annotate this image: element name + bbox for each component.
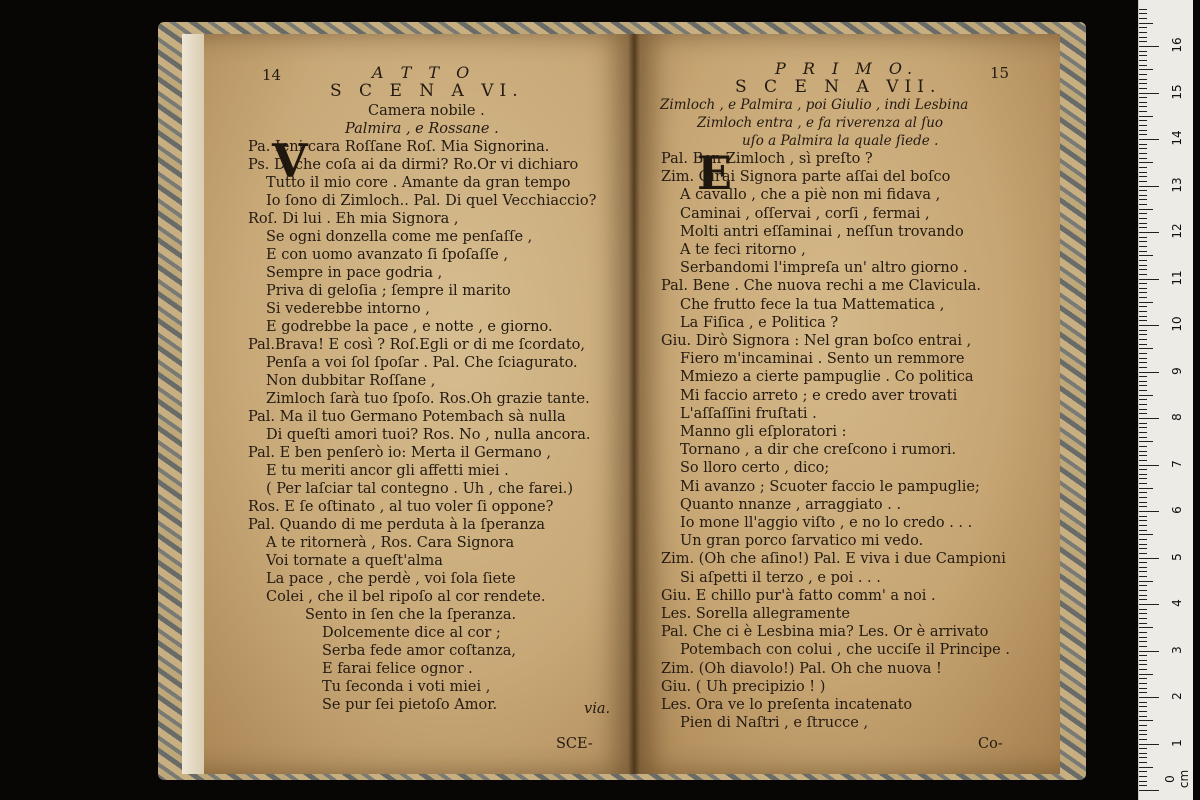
ruler-tick: [1139, 562, 1147, 563]
ruler-tick: [1139, 697, 1159, 698]
ruler-tick: [1139, 204, 1147, 205]
ruler-number: 15: [1170, 83, 1184, 100]
ruler-tick: [1139, 641, 1147, 642]
ruler-tick: [1139, 623, 1147, 624]
ruler-tick: [1139, 13, 1147, 14]
ruler-number: 3: [1170, 645, 1184, 654]
ruler-tick: [1139, 730, 1147, 731]
left-text-line: Sempre in pace godria ,: [266, 265, 443, 281]
ruler-tick: [1139, 237, 1147, 238]
ruler-tick: [1139, 767, 1153, 768]
ruler-tick: [1139, 23, 1153, 24]
ruler-tick: [1139, 530, 1147, 531]
left-text-line: Tu ſeconda i voti miei ,: [322, 679, 491, 695]
left-text-line: Pal.Brava! E così ? Roſ.Egli or di me ſcordato,: [248, 337, 585, 353]
ruler-tick: [1139, 306, 1147, 307]
left-text-line: A te ritornerà , Ros. Cara Signora: [266, 535, 515, 551]
ruler-tick: [1139, 265, 1147, 266]
left-text-line: Pa. Ieni cara Roſſane Roſ. Mia Signorina.: [248, 139, 550, 155]
right-text-line: Les. Sorella allegramente: [661, 606, 851, 622]
ruler-tick: [1139, 678, 1147, 679]
ruler-tick: [1139, 660, 1147, 661]
ruler-tick: [1139, 102, 1147, 103]
ruler-tick: [1139, 181, 1147, 182]
ruler-tick: [1139, 162, 1153, 163]
ruler-tick: [1139, 167, 1147, 168]
ruler-number: 7: [1170, 459, 1184, 468]
ruler-tick: [1139, 251, 1147, 252]
ruler-tick: [1139, 604, 1159, 605]
ruler-tick: [1139, 106, 1147, 107]
ruler-tick: [1139, 753, 1147, 754]
left-text-line: Voi tornate a queſt'alma: [266, 553, 443, 569]
ruler-tick: [1139, 525, 1147, 526]
ruler-tick: [1139, 130, 1147, 131]
ruler-tick: [1139, 427, 1147, 428]
right-running-head: P R I M O.: [775, 59, 919, 78]
ruler-tick: [1139, 288, 1147, 289]
left-text-line: Se pur ſei pietoſo Amor.: [322, 697, 498, 713]
ruler-tick: [1139, 757, 1147, 758]
ruler-tick: [1139, 390, 1147, 391]
ruler-tick: [1139, 186, 1159, 187]
ruler-number: 13: [1170, 176, 1184, 193]
left-text-line: E tu meriti ancor gli affetti miei .: [266, 463, 509, 479]
right-drop-cap: E: [697, 146, 733, 200]
ruler-tick: [1139, 441, 1153, 442]
ruler-tick: [1139, 148, 1147, 149]
ruler-tick: [1139, 646, 1147, 647]
ruler-tick: [1139, 571, 1147, 572]
ruler-tick: [1139, 279, 1159, 280]
ruler-tick: [1139, 385, 1147, 386]
ruler-tick: [1139, 664, 1147, 665]
ruler-tick: [1139, 790, 1159, 791]
ruler-tick: [1139, 316, 1147, 317]
right-text-line: Les. Ora ve lo preſenta incatenato: [661, 697, 913, 713]
ruler-tick: [1139, 776, 1147, 777]
ruler-tick: [1139, 553, 1147, 554]
ruler-tick: [1139, 609, 1147, 610]
ruler-tick: [1139, 469, 1147, 470]
ruler-tick: [1139, 83, 1147, 84]
ruler-tick: [1139, 460, 1147, 461]
ruler-tick: [1139, 325, 1159, 326]
ruler-tick: [1139, 632, 1147, 633]
ruler-tick: [1139, 548, 1147, 549]
ruler-tick: [1139, 51, 1147, 52]
ruler-tick: [1139, 74, 1147, 75]
ruler-tick: [1139, 418, 1159, 419]
ruler-tick: [1139, 158, 1147, 159]
ruler-tick: [1139, 320, 1147, 321]
ruler-tick: [1139, 599, 1147, 600]
ruler-tick: [1139, 706, 1147, 707]
right-text-line: Si aſpetti il terzo , e poi . . .: [680, 569, 881, 586]
right-catchword: Co-: [978, 736, 1003, 752]
ruler-tick: [1139, 195, 1147, 196]
ruler-tick: [1139, 590, 1147, 591]
ruler-tick: [1139, 451, 1147, 452]
ruler-tick: [1139, 367, 1147, 368]
left-drop-cap: V: [272, 134, 308, 188]
ruler-number: 14: [1170, 130, 1184, 146]
ruler-tick: [1139, 595, 1147, 596]
ruler-tick: [1139, 716, 1147, 717]
left-text-line: Colei , che il bel ripoſo al cor rendete.: [266, 589, 546, 605]
left-text-line: Se ogni donzella come me penſaſſe ,: [266, 229, 533, 245]
ruler-tick: [1139, 455, 1147, 456]
ruler-tick: [1139, 702, 1147, 703]
right-text-line: Pien di Naſtri , e ſtrucce ,: [680, 715, 869, 732]
ruler-tick: [1139, 437, 1147, 438]
left-text-line: Tutto il mio core . Amante da gran tempo: [266, 175, 571, 191]
left-setting: Camera nobile .: [368, 103, 485, 119]
ruler-tick: [1139, 32, 1147, 33]
ruler-tick: [1139, 302, 1153, 303]
ruler-tick: [1139, 79, 1147, 80]
left-running-head: A T T O: [372, 63, 476, 82]
ruler-tick: [1139, 292, 1147, 293]
ruler-tick: [1139, 60, 1147, 61]
right-text-line: Manno gli eſploratori :: [680, 424, 847, 440]
right-text-line: Mi avanzo ; Scuoter faccio le pampuglie;: [680, 478, 980, 495]
ruler-tick: [1139, 576, 1147, 577]
right-page-number: 15: [990, 64, 1010, 82]
left-text-line: E farai felice ognor .: [322, 661, 473, 677]
ruler-tick: [1139, 516, 1147, 517]
right-text-line: Giu. E chillo pur'à fatto comm' a noi .: [661, 587, 936, 604]
ruler-tick: [1139, 88, 1147, 89]
ruler-tick: [1139, 655, 1147, 656]
ruler-tick: [1139, 585, 1147, 586]
right-text-line: A cavallo , che a piè non mi fidava ,: [680, 187, 941, 204]
ruler-tick: [1139, 255, 1153, 256]
ruler-tick: [1139, 781, 1147, 782]
ruler-tick: [1139, 771, 1147, 772]
ruler-tick: [1139, 134, 1147, 135]
left-text-line: Pal. E ben penſerò io: Merta il Germano ,: [248, 445, 551, 461]
left-text-line: Pal. Ma il tuo Germano Potembach sà nulla: [248, 409, 566, 425]
ruler-tick: [1139, 558, 1159, 559]
ruler-tick: [1139, 144, 1147, 145]
ruler-tick: [1139, 409, 1147, 410]
ruler-tick: [1139, 534, 1153, 535]
ruler-tick: [1139, 688, 1147, 689]
ruler-tick: [1139, 311, 1147, 312]
ruler-tick: [1139, 274, 1147, 275]
ruler-tick: [1139, 446, 1147, 447]
ruler-tick: [1139, 581, 1153, 582]
ruler-tick: [1139, 69, 1153, 70]
ruler-tick: [1139, 483, 1147, 484]
ruler-tick: [1139, 651, 1159, 652]
ruler-tick: [1139, 488, 1153, 489]
measurement-ruler: [1138, 0, 1193, 800]
ruler-number: 1: [1170, 738, 1184, 747]
ruler-tick: [1139, 97, 1147, 98]
left-text-line: Ros. E ſe oſtinato , al tuo voler ſi oppone?: [248, 499, 554, 515]
left-text-line: Pal. Quando di me perduta à la ſperanza: [248, 517, 545, 533]
ruler-tick: [1139, 18, 1147, 19]
ruler-tick: [1139, 93, 1159, 94]
ruler-number: 5: [1170, 552, 1184, 561]
ruler-tick: [1139, 627, 1153, 628]
ruler-tick: [1139, 283, 1147, 284]
ruler-tick: [1139, 674, 1153, 675]
ruler-number: 11: [1170, 269, 1184, 286]
right-text-line: Serbandomi l'impreſa un' altro giorno .: [680, 260, 968, 277]
left-characters: Palmira , e Rossane .: [345, 121, 499, 137]
ruler-tick: [1139, 381, 1147, 382]
right-text-line: Quanto nnanze , arraggiato . .: [680, 496, 902, 513]
ruler-tick: [1139, 330, 1147, 331]
ruler-tick: [1139, 539, 1147, 540]
left-text-line: Si vederebbe intorno ,: [266, 301, 430, 317]
ruler-tick: [1139, 497, 1147, 498]
ruler-tick: [1139, 362, 1147, 363]
ruler-unit-label: 0 cm: [1163, 769, 1191, 789]
ruler-tick: [1139, 111, 1147, 112]
left-text-line: E godrebbe la pace , e notte , e giorno.: [266, 319, 553, 335]
ruler-tick: [1139, 423, 1147, 424]
ruler-tick: [1139, 9, 1147, 10]
ruler-tick: [1139, 139, 1159, 140]
ruler-tick: [1139, 478, 1147, 479]
ruler-tick: [1139, 116, 1153, 117]
ruler-number: 4: [1170, 599, 1184, 607]
ruler-tick: [1139, 339, 1147, 340]
ruler-tick: [1139, 734, 1147, 735]
ruler-tick: [1139, 395, 1153, 396]
left-text-line: Priva di geloſia ; ſempre il marito: [266, 283, 511, 299]
ruler-tick: [1139, 618, 1147, 619]
ruler-tick: [1139, 613, 1147, 614]
ruler-tick: [1139, 372, 1159, 373]
left-text-line: Ps. Dì,che coſa ai da dirmi? Ro.Or vi dichiaro: [248, 157, 579, 173]
right-text-line: Pal. Che ci è Lesbina mia? Les. Or è arrivato: [661, 624, 989, 641]
ruler-tick: [1139, 413, 1147, 414]
ruler-tick: [1139, 269, 1147, 270]
right-text-line: A te feci ritorno ,: [680, 242, 806, 258]
ruler-tick: [1139, 492, 1147, 493]
ruler-number: 6: [1170, 506, 1184, 514]
ruler-tick: [1139, 297, 1147, 298]
ruler-tick: [1139, 213, 1147, 214]
ruler-tick: [1139, 334, 1147, 335]
right-text-line: Giu. ( Uh precipizio ! ): [661, 678, 826, 695]
ruler-tick: [1139, 223, 1147, 224]
right-text-line: So lloro certo , dico;: [680, 460, 830, 477]
ruler-tick: [1139, 227, 1147, 228]
left-scene-heading: S C E N A VI.: [330, 81, 524, 101]
right-text-line: Io mone ll'aggio viſto , e no lo credo . . .: [680, 515, 973, 531]
ruler-tick: [1139, 465, 1159, 466]
ruler-tick: [1139, 190, 1147, 191]
ruler-tick: [1139, 120, 1147, 121]
ruler-tick: [1139, 739, 1147, 740]
right-text-line: Potembach con colui , che ucciſe il Principe .: [680, 642, 1010, 659]
ruler-tick: [1139, 762, 1147, 763]
ruler-tick: [1139, 785, 1147, 786]
left-text-line: ( Per laſciar tal contegno . Uh , che farei.): [266, 481, 574, 497]
ruler-tick: [1139, 246, 1147, 247]
right-text-line: Zim. (Oh che aſino!) Pal. E viva i due Campioni: [661, 551, 1006, 568]
ruler-tick: [1139, 41, 1147, 42]
ruler-tick: [1139, 209, 1153, 210]
left-text-line: Non dubbitar Roſſane ,: [266, 373, 436, 389]
ruler-tick: [1139, 711, 1147, 712]
ruler-tick: [1139, 511, 1159, 512]
right-text-line: La Fiſica , e Politica ?: [680, 314, 839, 331]
ruler-tick: [1139, 720, 1153, 721]
left-text-line: Io ſono di Zimloch.. Pal. Di quel Vecchiaccio?: [266, 193, 597, 209]
ruler-tick: [1139, 683, 1147, 684]
ruler-tick: [1139, 399, 1147, 400]
right-setting-line-3: uſo a Palmira la quale ſiede .: [742, 133, 939, 149]
ruler-tick: [1139, 241, 1147, 242]
left-text-line: La pace , che perdè , voi ſola ſiete: [266, 571, 516, 587]
left-catchword: SCE-: [556, 736, 593, 752]
ruler-tick: [1139, 404, 1147, 405]
ruler-tick: [1139, 176, 1147, 177]
ruler-tick: [1139, 669, 1147, 670]
ruler-number: 10: [1170, 316, 1184, 332]
right-text-line: Tornano , a dir che creſcono i rumori.: [680, 442, 957, 459]
right-text-line: Mmiezo a cierte pampuglie . Co politica: [680, 369, 974, 386]
ruler-tick: [1139, 172, 1147, 173]
ruler-tick: [1139, 432, 1147, 433]
right-text-line: Zim. (Oh diavolo!) Pal. Oh che nuova !: [661, 660, 942, 677]
left-text-line: Di queſti amori tuoi? Ros. No , nulla ancora.: [266, 427, 591, 443]
right-text-line: Caminai , oſſervai , corſi , fermai ,: [680, 205, 930, 222]
right-scene-heading: S C E N A VII.: [735, 77, 942, 97]
ruler-number: 16: [1170, 37, 1184, 53]
ruler-tick: [1139, 218, 1147, 219]
ruler-tick: [1139, 358, 1147, 359]
right-text-line: Mi faccio arreto ; e credo aver trovati: [680, 387, 958, 404]
ruler-tick: [1139, 520, 1147, 521]
right-text-line: Molti antri eſſaminai , neſſun trovando: [680, 223, 964, 240]
ruler-tick: [1139, 567, 1147, 568]
ruler-tick: [1139, 27, 1147, 28]
ruler-tick: [1139, 502, 1147, 503]
left-text-line: Roſ. Di lui . Eh mia Signora ,: [248, 211, 459, 227]
right-text-line: Pal. Ben Zimloch , sì preſto ?: [661, 151, 873, 167]
ruler-tick: [1139, 748, 1147, 749]
ruler-tick: [1139, 125, 1147, 126]
ruler-tick: [1139, 65, 1147, 66]
ruler-tick: [1139, 376, 1147, 377]
ruler-tick: [1139, 199, 1147, 200]
right-text-line: Che frutto fece la tua Mattematica ,: [680, 296, 945, 313]
ruler-tick: [1139, 544, 1147, 545]
ruler-tick: [1139, 506, 1147, 507]
ruler-number: 8: [1170, 413, 1184, 421]
ruler-tick: [1139, 744, 1159, 745]
ruler-tick: [1139, 37, 1147, 38]
ruler-tick: [1139, 692, 1147, 693]
ruler-tick: [1139, 260, 1147, 261]
ruler-tick: [1139, 348, 1153, 349]
ruler-number: 9: [1170, 366, 1184, 375]
right-text-line: Zim. Girai Signora parte aſſai del boſco: [661, 169, 951, 186]
right-text-line: Giu. Dirò Signora : Nel gran boſco entrai ,: [661, 333, 972, 349]
right-text-line: L'aſſaſſini fruſtati .: [680, 405, 817, 422]
ruler-tick: [1139, 55, 1147, 56]
right-text-line: Pal. Bene . Che nuova rechi a me Clavicula.: [661, 278, 982, 295]
left-text-line: Penſa a voi ſol ſpoſar . Pal. Che ſciagurato.: [266, 355, 578, 371]
left-exit-direction: via.: [584, 701, 611, 717]
ruler-tick: [1139, 474, 1147, 475]
left-text-line: Sento in ſen che la ſperanza.: [305, 607, 517, 623]
right-setting-line-2: Zimloch entra , e fa riverenza al ſuo: [697, 115, 944, 131]
right-setting-line-1: Zimloch , e Palmira , poi Giulio , indi Lesbina: [660, 97, 969, 113]
ruler-tick: [1139, 153, 1147, 154]
right-text-line: Un gran porco ſarvatico mi vedo.: [680, 533, 924, 550]
left-text-line: E con uomo avanzato ſi ſpoſaſſe ,: [266, 247, 508, 263]
left-text-line: Zimloch ſarà tuo ſpoſo. Ros.Oh grazie tante.: [266, 391, 590, 407]
ruler-tick: [1139, 344, 1147, 345]
ruler-tick: [1139, 46, 1159, 47]
left-text-line: Dolcemente dice al cor ;: [322, 625, 501, 641]
ruler-tick: [1139, 725, 1147, 726]
ruler-tick: [1139, 353, 1147, 354]
right-text-line: Fiero m'incaminai . Sento un remmore: [680, 351, 965, 368]
ruler-number: 2: [1170, 692, 1184, 700]
left-text-line: Serba fede amor coſtanza,: [322, 643, 516, 659]
left-page-number: 14: [262, 66, 282, 84]
ruler-number: 12: [1170, 223, 1184, 239]
ruler-tick: [1139, 232, 1159, 233]
ruler-tick: [1139, 637, 1147, 638]
